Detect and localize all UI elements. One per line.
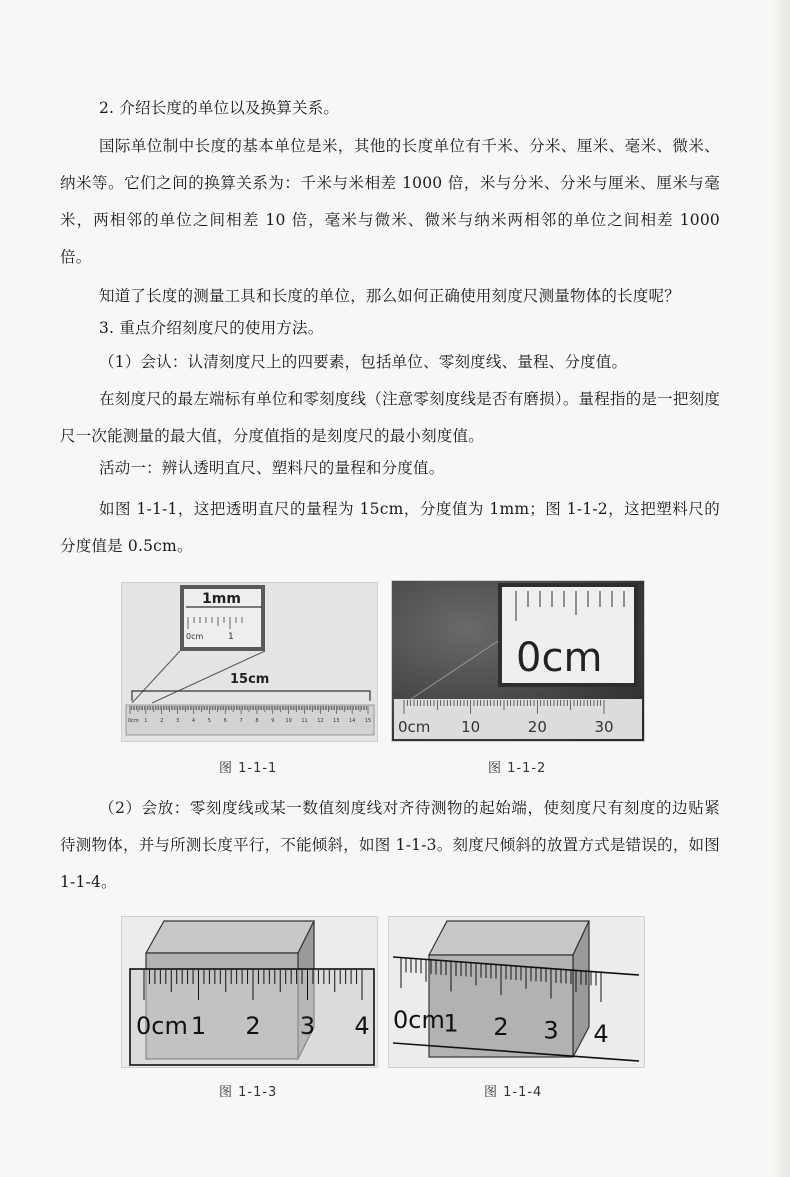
figure-1-1-2-plastic-ruler (391, 580, 645, 742)
ruler-tick-label: 3 (543, 1016, 559, 1045)
figure-1-1-3-correct-placement (121, 916, 378, 1068)
paragraph-figure-reference: 如图 1-1-1，这把透明直尺的量程为 15cm，分度值为 1mm；图 1-1-2，这把塑料尺的分度值是 0.5cm。 (60, 500, 720, 555)
paragraph-unit-conversion: 国际单位制中长度的基本单位是米，其他的长度单位有千米、分米、厘米、毫米、微米、纳米等。它们之间的换算关系为：千米与米相差 1000 倍，米与分米、分米与厘米、厘米与毫米，两相邻的单位之间相差 10 倍，毫米与微米、微米与纳米两相邻的单位之间相差 1000 倍。 (60, 137, 720, 266)
ruler-tick-label: 2 (245, 1012, 261, 1040)
range-label-15cm: 15cm (230, 672, 270, 687)
zoom-label-0cm: 0cm (516, 635, 603, 681)
caption-figure-1-1-4: 图 1-1-4 (484, 1085, 543, 1100)
ruler-tick-label: 6 (223, 718, 227, 724)
paragraph-range-definition: 在刻度尺的最左端标有单位和零刻度线（注意零刻度线是否有磨损）。量程指的是一把刻度尺一次能测量的最大值，分度值指的是刻度尺的最小刻度值。 (60, 390, 720, 445)
ruler-tick-label: 4 (191, 718, 196, 724)
ruler-tick-label: 10 (461, 718, 481, 736)
ruler-tick-label: 4 (354, 1012, 370, 1040)
figure-1-1-4-tilted-placement (388, 916, 645, 1068)
paragraph-activity-one: 活动一：辨认透明直尺、塑料尺的量程和分度值。 (99, 459, 445, 477)
ruler-tick-label: 30 (594, 718, 614, 736)
ruler-tick-label: 20 (527, 718, 547, 736)
ruler-tick-label: 4 (593, 1020, 609, 1048)
caption-figure-1-1-3: 图 1-1-3 (219, 1085, 278, 1100)
zoom-tick-one: 1 (228, 632, 234, 642)
ruler-tick-label: 15 (364, 718, 372, 724)
ruler-tick-label: 5 (207, 718, 211, 724)
paragraph-question: 知道了长度的测量工具和长度的单位，那么如何正确使用刻度尺测量物体的长度呢？ (99, 287, 680, 305)
ruler-tick-label: 13 (333, 718, 340, 724)
caption-figure-1-1-1: 图 1-1-1 (219, 761, 278, 776)
tilted-placement-photo (389, 917, 644, 1067)
paragraph-placement-rule: （2）会放：零刻度线或某一数值刻度线对齐待测物的起始端，使刻度尺有刻度的边贴紧待测物体，并与所测长度平行，不能倾斜，如图 1-1-3。刻度尺倾斜的放置方式是错误的，如图 1-1-4。 (60, 799, 720, 891)
caption-figure-1-1-2: 图 1-1-2 (488, 761, 547, 776)
ruler-tick-label: 0cm (128, 718, 139, 724)
ruler-tick-label: 10 (285, 718, 292, 724)
ruler-tick-label: 0cm (398, 718, 431, 736)
ruler-tick-label: 8 (255, 718, 259, 724)
ruler-tick-label: 7 (239, 718, 243, 724)
zoom-tick-zero: 0cm (186, 632, 204, 641)
page-edge-shadow (772, 0, 790, 1177)
ruler-tick-label: 12 (317, 718, 324, 724)
figure-1-1-1-transparent-ruler (121, 582, 378, 742)
block-top-face (146, 921, 314, 953)
paragraph-section-2-heading: 2. 介绍长度的单位以及换算关系。 (99, 99, 340, 117)
zoom-label-1mm: 1mm (202, 591, 241, 607)
ruler-tick-label: 1 (144, 718, 148, 724)
ruler-tick-label: 11 (301, 718, 308, 724)
transparent-ruler-photo (122, 583, 377, 741)
ruler-tick-label: 3 (176, 718, 180, 724)
ruler-tick-label: 0cm (393, 1006, 445, 1034)
block-top-face (429, 921, 589, 955)
ruler-tick-label: 2 (160, 718, 164, 724)
ruler-tick-label: 0cm (136, 1012, 188, 1040)
plastic-ruler-photo (392, 581, 644, 741)
ruler-tick-label: 1 (190, 1012, 207, 1040)
ruler-tick-label: 14 (348, 718, 356, 724)
ruler-tick-label: 9 (271, 718, 275, 724)
ruler-tick-label: 1 (443, 1009, 459, 1038)
correct-placement-photo (122, 917, 377, 1067)
paragraph-section-3-heading: 3. 重点介绍刻度尺的使用方法。 (99, 319, 324, 337)
ruler-tick-label: 3 (299, 1012, 316, 1040)
paragraph-read-elements: （1）会认：认清刻度尺上的四要素，包括单位、零刻度线、量程、分度值。 (99, 353, 628, 371)
ruler-tick-label: 2 (493, 1013, 509, 1041)
